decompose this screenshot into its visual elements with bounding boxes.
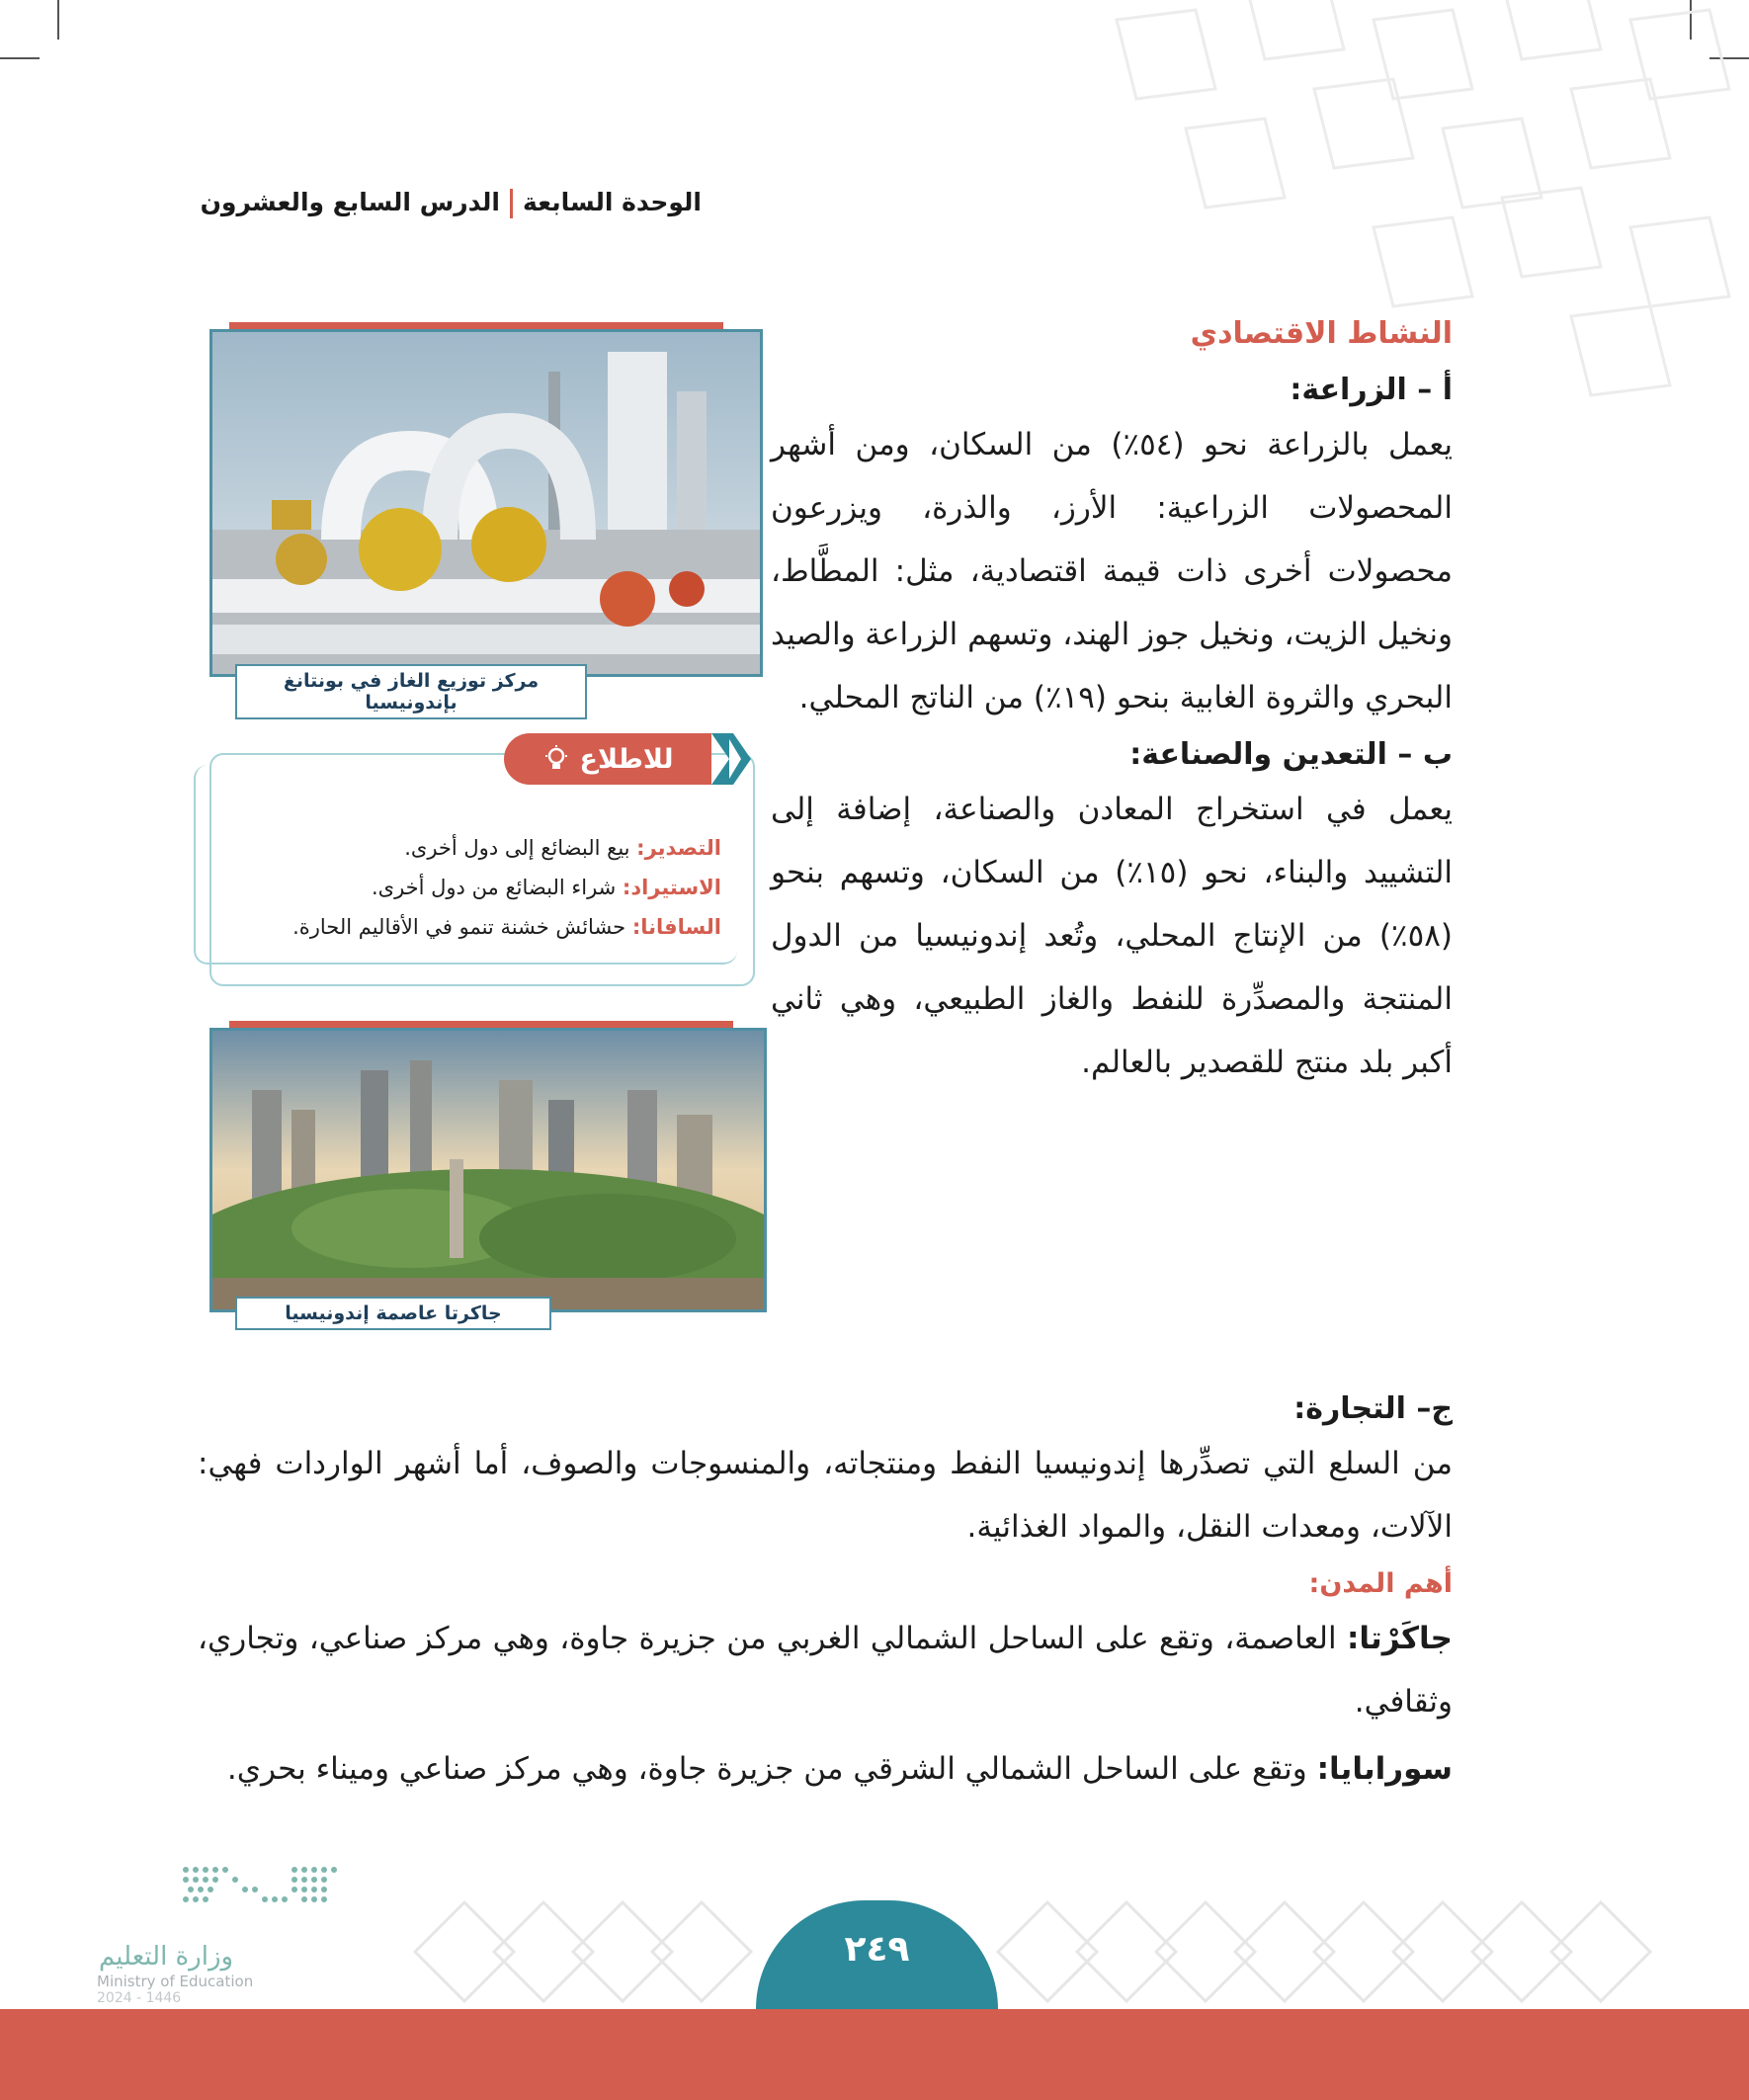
trade-paragraph: من السلع التي تصدِّرها إندونيسيا النفط ومنتجاته، والمنسوجات والصوف، أما أشهر الواردات فهي: الآلات، ومعدات النقل، والمواد الغذائية. <box>198 1446 1453 1545</box>
ministry-name-en: Ministry of Education <box>97 1973 254 1990</box>
surabaya-paragraph <box>198 1737 1453 1801</box>
photo-top-bar <box>229 1021 733 1028</box>
lightbulb-icon <box>542 745 570 773</box>
ministry-name-ar: وزارة التعليم <box>99 1942 234 1972</box>
crop-mark <box>0 57 40 59</box>
jakarta-text: العاصمة، وتقع على الساحل الشمالي الغربي من جزيرة جاوة، وهي مركز صناعي، وتجاري، وثقافي. <box>198 1621 1453 1720</box>
crop-mark <box>57 0 59 40</box>
jakarta-image <box>212 1031 764 1309</box>
full-text-column <box>198 1384 1453 1805</box>
unit-label: الوحدة السابعة <box>523 188 702 216</box>
surabaya-name: سورابايا: <box>1316 1751 1453 1787</box>
jakarta-photo <box>209 1028 767 1312</box>
gas-plant-image <box>212 332 760 674</box>
info-box-title <box>504 733 711 785</box>
page-number: ٢٤٩ <box>756 1900 998 2009</box>
main-text-column <box>771 316 1453 1098</box>
lesson-label: الدرس السابع والعشرون <box>200 188 500 216</box>
gas-plant-photo <box>209 329 763 677</box>
jakarta-caption: جاكرتا عاصمة إندونيسيا <box>235 1297 551 1330</box>
edition-year: 2024 - 1446 <box>97 1990 182 2006</box>
jakarta-paragraph <box>198 1607 1453 1733</box>
info-item: الاستيراد: شراء البضائع من دول أخرى. <box>371 876 721 899</box>
mining-title: ب – التعدين والصناعة: <box>1129 737 1453 772</box>
info-item: التصدير: بيع البضائع إلى دول أخرى. <box>404 836 721 860</box>
info-box-list <box>217 828 721 947</box>
info-item: السافانا: حشائش خشنة تنمو في الأقاليم الحارة. <box>292 915 721 939</box>
mining-paragraph: يعمل في استخراج المعادن والصناعة، إضافة إلى التشييد والبناء، نحو (١٥٪) من السكان، وتسهم بنحو (٥٨٪) من الإنتاج المحلي، وتُعد إندونيسيا من الدول المنتجة والمصدِّرة للنفط والغاز الطبيعي، وهي ثاني أكبر بلد منتج للقصدير بالعالم. <box>771 792 1454 1080</box>
photo-top-bar <box>229 322 723 329</box>
cities-title: أهم المدن: <box>1308 1568 1453 1599</box>
header-separator <box>510 189 513 218</box>
trade-title: ج– التجارة: <box>1293 1391 1453 1426</box>
agriculture-paragraph: يعمل بالزراعة نحو (٥٤٪) من السكان، ومن أشهر المحصولات الزراعية: الأرز، والذرة، ويزرعون محصولات أخرى ذات قيمة اقتصادية، مثل: المطَّاط، ونخيل الزيت، ونخيل جوز الهند، وتسهم الزراعة والصيد البحري والثروة الغابية بنحو (١٩٪) من الناتج المحلي. <box>771 427 1453 715</box>
section-title: النشاط الاقتصادي <box>1190 316 1453 351</box>
chevron-left-icon <box>711 733 751 785</box>
surabaya-text: وتقع على الساحل الشمالي الشرقي من جزيرة جاوة، وهي مركز صناعي وميناء بحري. <box>226 1751 1317 1787</box>
agriculture-title: أ – الزراعة: <box>1290 373 1453 407</box>
running-header <box>148 188 702 227</box>
gas-plant-caption: مركز توزيع الغاز في بونتانغ بإندونيسيا <box>235 664 587 719</box>
footer-bar <box>0 2009 1749 2100</box>
jakarta-name: جاكَرْتا: <box>1347 1621 1453 1656</box>
info-box-title-text: للاطلاع <box>579 743 674 775</box>
